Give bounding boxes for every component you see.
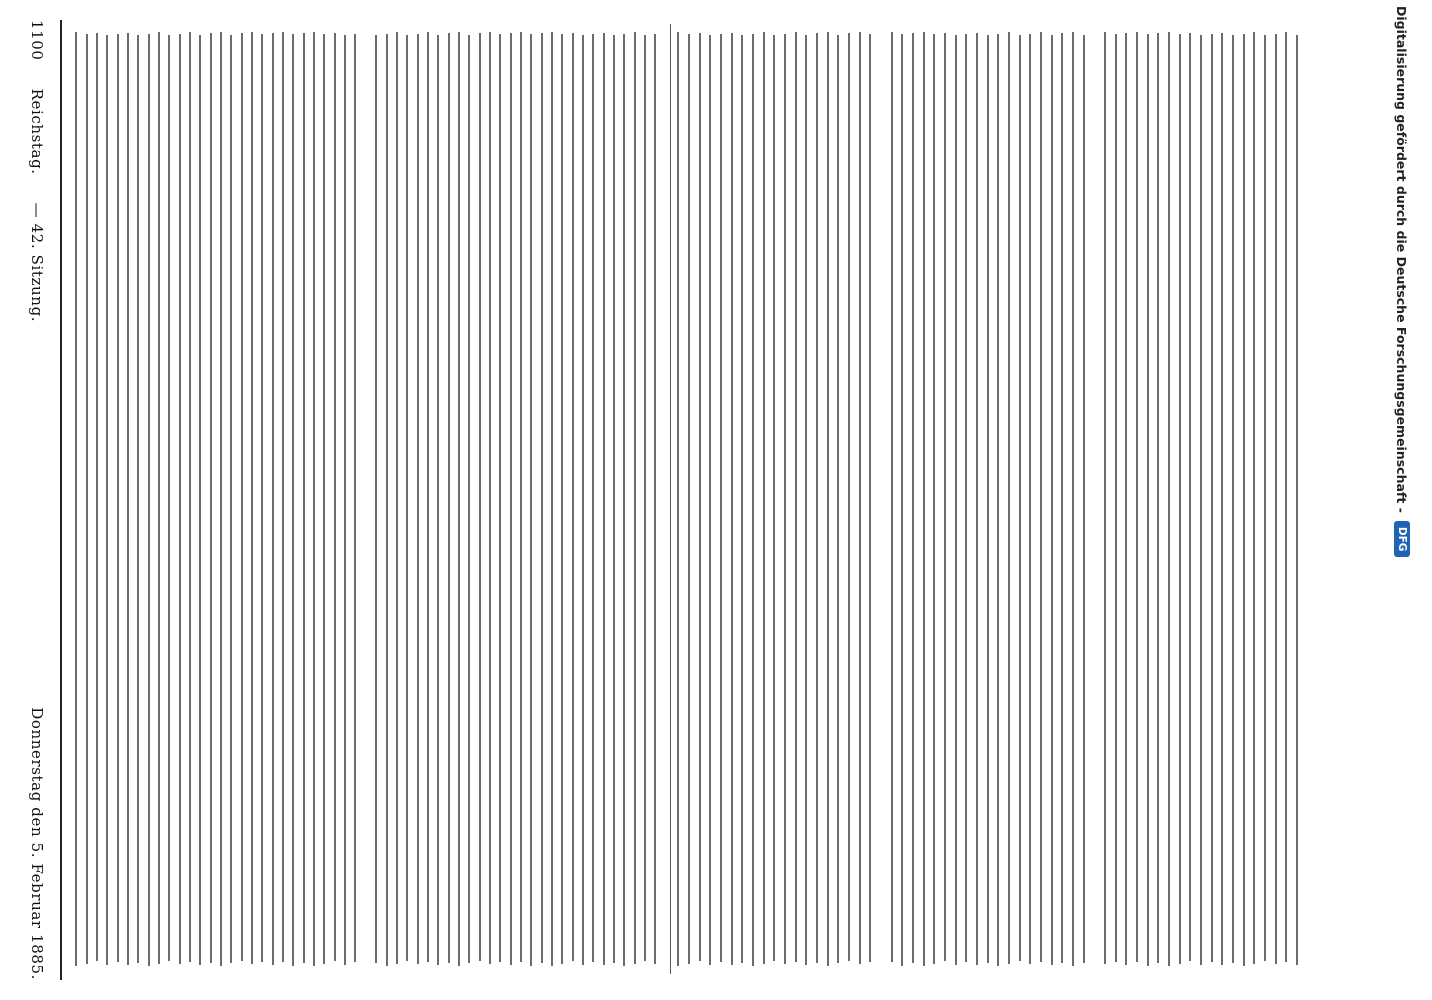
text-line [230, 35, 232, 963]
text-line [976, 33, 978, 965]
text-line [869, 34, 871, 962]
text-line [499, 34, 501, 962]
text-line [1243, 34, 1245, 966]
text-line [1221, 33, 1223, 965]
text-line [1211, 34, 1213, 962]
assembly-title: Reichstag. [28, 88, 46, 175]
text-line [137, 35, 139, 963]
text-line [1125, 33, 1127, 965]
text-line [603, 33, 605, 965]
page-header [22, 20, 52, 980]
text-line [1115, 34, 1117, 962]
text-line [396, 32, 398, 964]
text-line [96, 33, 98, 961]
text-line [1019, 35, 1021, 961]
text-line [613, 35, 615, 963]
text-line [741, 35, 743, 963]
text-line [805, 35, 807, 965]
text-line [688, 34, 690, 964]
text-line [313, 32, 315, 966]
text-line [1168, 32, 1170, 966]
text-line [406, 35, 408, 961]
text-line [241, 33, 243, 961]
text-line [458, 32, 460, 966]
text-line [127, 33, 129, 965]
session-title: — 42. Sitzung. [28, 202, 46, 323]
text-line [784, 34, 786, 964]
text-line [1136, 32, 1138, 962]
text-line [158, 32, 160, 964]
text-line [1061, 33, 1063, 963]
text-line [1179, 34, 1181, 964]
text-line [303, 33, 305, 963]
text-line [1232, 35, 1234, 963]
text-line [1285, 32, 1287, 962]
text-line [731, 33, 733, 965]
text-line [709, 35, 711, 965]
text-line [763, 32, 765, 964]
text-line [468, 35, 470, 963]
text-line [251, 32, 253, 964]
text-line [117, 34, 119, 962]
text-line [448, 33, 450, 963]
text-line [987, 35, 989, 963]
text-line [1008, 32, 1010, 964]
text-line [795, 32, 797, 962]
text-line [699, 33, 701, 961]
text-line [520, 32, 522, 962]
text-line [623, 34, 625, 966]
text-line [1104, 32, 1106, 964]
text-line [282, 32, 284, 962]
text-line [880, 33, 882, 965]
text-line [933, 34, 935, 964]
text-line [572, 33, 574, 961]
text-line [354, 34, 356, 962]
text-line [365, 33, 367, 965]
text-line [189, 32, 191, 962]
text-line [1157, 33, 1159, 963]
text-line [344, 35, 346, 965]
text-line [417, 34, 419, 964]
text-line [997, 34, 999, 966]
column-divider [670, 24, 671, 974]
dfg-badge: DFG [1394, 521, 1410, 558]
text-column-right [672, 24, 1312, 974]
text-line [677, 32, 679, 966]
text-line [592, 34, 594, 962]
margin-credit [1360, 0, 1432, 1000]
text-line [86, 34, 88, 964]
text-line [1189, 33, 1191, 961]
text-line [859, 32, 861, 964]
text-line [323, 34, 325, 964]
text-line [386, 34, 388, 966]
text-line [582, 35, 584, 965]
text-line [1275, 34, 1277, 964]
text-line [199, 35, 201, 965]
header-left [28, 20, 46, 322]
text-line [561, 34, 563, 964]
text-line [106, 35, 108, 965]
text-line [179, 34, 181, 964]
text-line [752, 34, 754, 966]
text-line [334, 33, 336, 961]
header-line [22, 20, 52, 980]
text-line [292, 34, 294, 966]
text-line [634, 32, 636, 964]
text-line [375, 35, 377, 963]
text-line [827, 32, 829, 966]
text-line [644, 35, 646, 961]
text-line [1253, 32, 1255, 964]
text-line [427, 32, 429, 962]
text-line [210, 33, 212, 963]
text-line [901, 34, 903, 966]
text-line [1147, 34, 1149, 966]
text-line [261, 34, 263, 962]
text-line [437, 35, 439, 965]
text-line [1072, 32, 1074, 966]
text-line [654, 34, 656, 964]
text-line [773, 35, 775, 961]
text-line [720, 34, 722, 962]
text-line [1307, 33, 1309, 963]
text-line [1083, 35, 1085, 963]
text-line [272, 33, 274, 965]
text-line [1040, 32, 1042, 962]
text-line [530, 34, 532, 966]
text-line [148, 34, 150, 966]
session-date: Donnerstag den 5. Februar 1885. [28, 707, 46, 980]
text-column-left [70, 24, 670, 974]
text-line [848, 33, 850, 961]
text-line [541, 33, 543, 963]
text-line [955, 35, 957, 965]
header-rule [60, 20, 62, 980]
text-line [168, 35, 170, 961]
text-line [75, 32, 77, 966]
text-line [220, 32, 222, 966]
text-line [1093, 33, 1095, 961]
text-line [944, 33, 946, 961]
text-line [1264, 35, 1266, 961]
text-line [837, 35, 839, 963]
text-line [489, 32, 491, 964]
text-line [665, 32, 667, 962]
credit-text: Digitalisierung gefördert durch die Deutsche Forschungsgemeinschaft - [1394, 6, 1410, 513]
text-line [1051, 35, 1053, 965]
text-line [1029, 34, 1031, 964]
text-line [1296, 35, 1298, 965]
text-line [1200, 35, 1202, 965]
page-number: 1100 [28, 20, 46, 61]
text-line [551, 32, 553, 966]
text-line [965, 34, 967, 962]
text-line [510, 33, 512, 965]
text-line [923, 32, 925, 966]
margin-credit-line [1390, 6, 1414, 986]
text-line [816, 33, 818, 963]
text-line [479, 33, 481, 961]
text-line [912, 33, 914, 963]
text-line [891, 32, 893, 962]
